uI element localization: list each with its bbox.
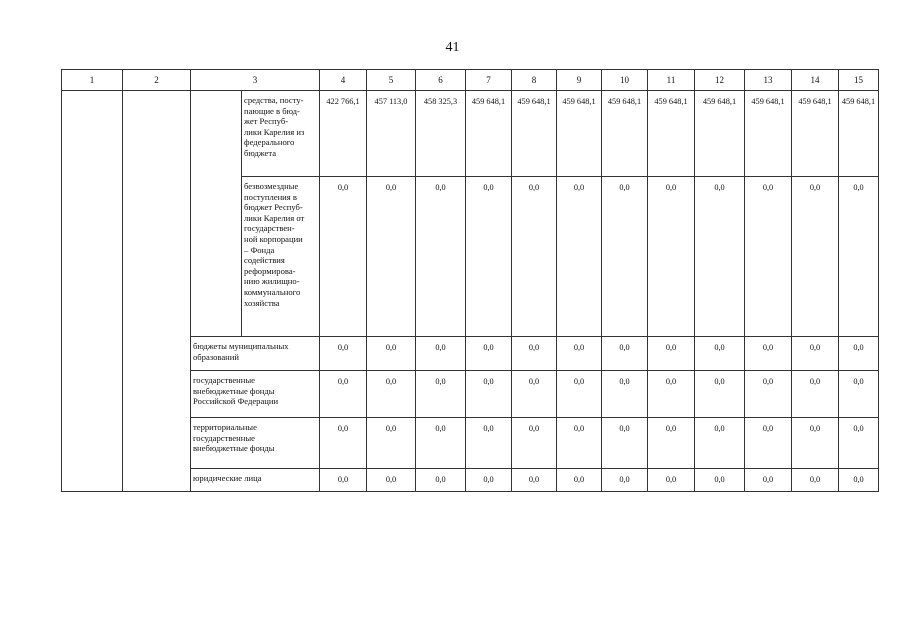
value-cell: 0,0 xyxy=(839,418,879,469)
value-cell: 0,0 xyxy=(466,337,512,371)
value-cell: 0,0 xyxy=(648,337,695,371)
header-cell-6: 6 xyxy=(416,70,466,91)
header-cell-14: 14 xyxy=(792,70,839,91)
value-cell: 0,0 xyxy=(367,177,416,337)
value-cell: 0,0 xyxy=(648,177,695,337)
value-cell: 0,0 xyxy=(367,337,416,371)
value-cell: 459 648,1 xyxy=(839,91,879,177)
value-cell: 458 325,3 xyxy=(416,91,466,177)
row-label: государственные внебюджетные фонды Российской Федерации xyxy=(191,371,320,418)
value-cell: 0,0 xyxy=(695,418,745,469)
value-cell: 0,0 xyxy=(745,418,792,469)
value-cell: 0,0 xyxy=(695,469,745,492)
value-cell: 0,0 xyxy=(648,469,695,492)
value-cell: 0,0 xyxy=(320,177,367,337)
header-cell-5: 5 xyxy=(367,70,416,91)
column-3-indent-cell xyxy=(191,91,242,337)
value-cell: 0,0 xyxy=(648,418,695,469)
header-cell-9: 9 xyxy=(557,70,602,91)
row-label: безвозмездные поступления в бюджет Респуб- лики Карелия от государствен- ной корпорации – Фонда содействия реформирова- нию жилищно- коммунального хозяйства xyxy=(242,177,320,337)
value-cell: 0,0 xyxy=(320,371,367,418)
value-cell: 0,0 xyxy=(792,177,839,337)
value-cell: 0,0 xyxy=(839,177,879,337)
value-cell: 0,0 xyxy=(557,371,602,418)
value-cell: 0,0 xyxy=(557,337,602,371)
value-cell: 0,0 xyxy=(557,177,602,337)
row-label: территориальные государственные внебюджетные фонды xyxy=(191,418,320,469)
value-cell: 0,0 xyxy=(602,469,648,492)
value-cell: 0,0 xyxy=(320,337,367,371)
value-cell: 0,0 xyxy=(367,371,416,418)
value-cell: 0,0 xyxy=(745,371,792,418)
value-cell: 0,0 xyxy=(466,469,512,492)
value-cell: 0,0 xyxy=(602,337,648,371)
value-cell: 0,0 xyxy=(416,469,466,492)
header-cell-3: 3 xyxy=(191,70,320,91)
value-cell: 0,0 xyxy=(792,371,839,418)
value-cell: 0,0 xyxy=(745,177,792,337)
value-cell: 0,0 xyxy=(512,177,557,337)
value-cell: 0,0 xyxy=(648,371,695,418)
value-cell: 0,0 xyxy=(466,371,512,418)
value-cell: 459 648,1 xyxy=(695,91,745,177)
value-cell: 459 648,1 xyxy=(792,91,839,177)
header-cell-8: 8 xyxy=(512,70,557,91)
value-cell: 459 648,1 xyxy=(648,91,695,177)
header-cell-11: 11 xyxy=(648,70,695,91)
header-cell-13: 13 xyxy=(745,70,792,91)
header-cell-15: 15 xyxy=(839,70,879,91)
value-cell: 0,0 xyxy=(695,337,745,371)
value-cell: 0,0 xyxy=(367,418,416,469)
value-cell: 0,0 xyxy=(602,371,648,418)
value-cell: 0,0 xyxy=(320,418,367,469)
value-cell: 0,0 xyxy=(512,337,557,371)
row-label: юридические лица xyxy=(191,469,320,492)
header-cell-1: 1 xyxy=(62,70,123,91)
page-number: 41 xyxy=(445,40,460,55)
value-cell: 0,0 xyxy=(792,418,839,469)
value-cell: 0,0 xyxy=(839,371,879,418)
value-cell: 459 648,1 xyxy=(512,91,557,177)
header-cell-4: 4 xyxy=(320,70,367,91)
header-cell-2: 2 xyxy=(123,70,191,91)
value-cell: 0,0 xyxy=(695,371,745,418)
value-cell: 459 648,1 xyxy=(602,91,648,177)
value-cell: 0,0 xyxy=(367,469,416,492)
value-cell: 0,0 xyxy=(792,337,839,371)
value-cell: 0,0 xyxy=(792,469,839,492)
header-cell-7: 7 xyxy=(466,70,512,91)
value-cell: 459 648,1 xyxy=(557,91,602,177)
value-cell: 0,0 xyxy=(416,177,466,337)
value-cell: 0,0 xyxy=(839,469,879,492)
value-cell: 0,0 xyxy=(512,469,557,492)
row-label: бюджеты муниципальных образований xyxy=(191,337,320,371)
value-cell: 457 113,0 xyxy=(367,91,416,177)
column-2-cell xyxy=(123,91,191,492)
value-cell: 0,0 xyxy=(416,418,466,469)
value-cell: 0,0 xyxy=(695,177,745,337)
header-cell-12: 12 xyxy=(695,70,745,91)
column-1-cell xyxy=(62,91,123,492)
value-cell: 0,0 xyxy=(602,418,648,469)
value-cell: 0,0 xyxy=(466,177,512,337)
budget-table xyxy=(61,69,879,492)
value-cell: 0,0 xyxy=(557,469,602,492)
value-cell: 0,0 xyxy=(416,371,466,418)
value-cell: 0,0 xyxy=(557,418,602,469)
value-cell: 0,0 xyxy=(745,469,792,492)
value-cell: 0,0 xyxy=(512,418,557,469)
header-row xyxy=(62,70,879,91)
value-cell: 422 766,1 xyxy=(320,91,367,177)
value-cell: 0,0 xyxy=(602,177,648,337)
value-cell: 0,0 xyxy=(320,469,367,492)
header-cell-10: 10 xyxy=(602,70,648,91)
value-cell: 0,0 xyxy=(416,337,466,371)
value-cell: 459 648,1 xyxy=(466,91,512,177)
table-row xyxy=(62,91,879,177)
value-cell: 0,0 xyxy=(512,371,557,418)
value-cell: 459 648,1 xyxy=(745,91,792,177)
value-cell: 0,0 xyxy=(839,337,879,371)
value-cell: 0,0 xyxy=(745,337,792,371)
value-cell: 0,0 xyxy=(466,418,512,469)
row-label: средства, посту- пающие в бюд- жет Респуб- лики Карелия из федерального бюджета xyxy=(242,91,320,177)
